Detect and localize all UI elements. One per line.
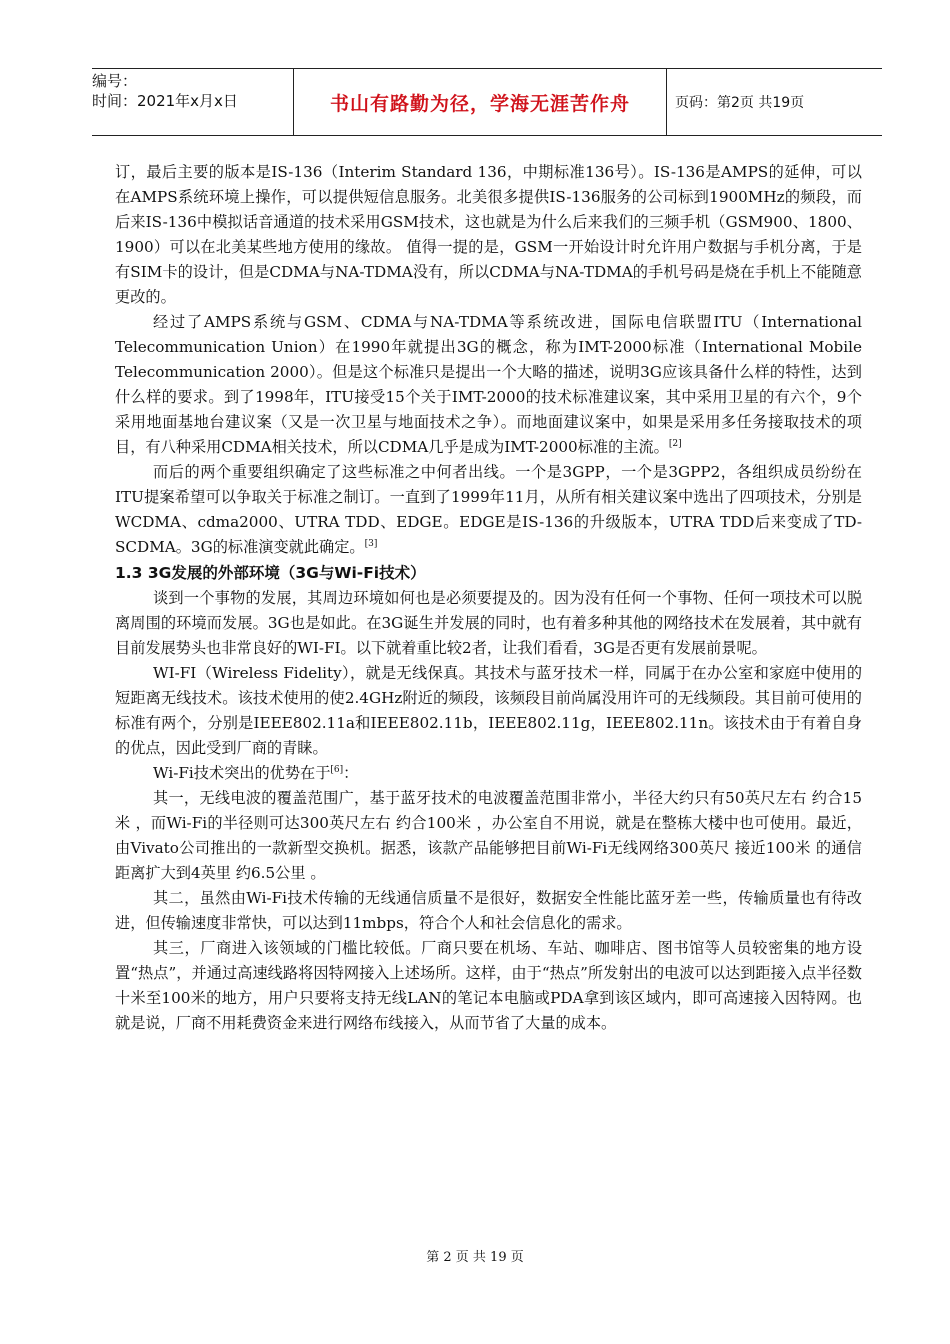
section-heading: 1.3 3G发展的外部环境（3G与Wi-Fi技术） [115,564,426,582]
citation-ref: [6] [330,764,344,775]
document-time-label: 时间：2021年x月x日 [92,92,238,110]
page-footer: 第 2 页 共 19 页 [426,1250,524,1265]
header-page-label: 页码：第2页 共19页 [675,95,805,111]
paragraph-9: 其三，厂商进入该领域的门槛比较低。厂商只要在机场、车站、咖啡店、图书馆等人员较密集的地方设置“热点”，并通过高速线路将因特网接入上述场所。这样，由于“热点”所发射出的电波可以达到距接入点半径数十米至100米的地方，用户只要将支持无线LAN的笔记本电脑或PDA拿到该区域内，即可高速接入因特网。也就是说，厂商不用耗费资金来进行网络布线接入，从而节省了大量的成本。 [115,939,862,1032]
paragraph-7: 其一，无线电波的覆盖范围广，基于蓝牙技术的电波覆盖范围非常小，半径大约只有50英尺左右 约合15米 ，而Wi-Fi的半径则可达300英尺左右 约合100米 ，办公室自不用说，就是在整栋大楼中也可使用。最近，由Vivato公司推出的一款新型交换机。据悉，该款产品能够把目前Wi-Fi无线网络300英尺 接近100米 的通信距离扩大到4英里 约6.5公里 。 [115,789,862,882]
document-number-label: 编号： [92,72,138,90]
paragraph-4: 谈到一个事物的发展，其周边环境如何也是必须要提及的。因为没有任何一个事物、任何一项技术可以脱离周围的环境而发展。3G也是如此。在3G诞生并发展的同时，也有着多种其他的网络技术在发展着，其中就有目前发展势头也非常良好的WI-FI。以下就着重比较2者，让我们看看，3G是否更有发展前景呢。 [115,589,862,657]
citation-ref: [2] [668,438,682,449]
paragraph-8: 其二，虽然由Wi-Fi技术传输的无线通信质量不是很好，数据安全性能比蓝牙差一些，传输质量也有待改进，但传输速度非常快，可以达到11mbps，符合个人和社会信息化的需求。 [115,889,862,932]
paragraph-5: WI-FI（Wireless Fidelity），就是无线保真。其技术与蓝牙技术一样，同属于在办公室和家庭中使用的短距离无线技术。该技术使用的使2.4GHz附近的频段，该频段目前尚属没用许可的无线频段。其目前可使用的标准有两个，分别是IEEE802.11a和IEEE802.11b，IEEE802.11g，IEEE802.11n。该技术由于有着自身的优点，因此受到厂商的青睐。 [115,664,862,757]
paragraph-6 [115,761,862,786]
citation-ref: [3] [364,538,378,549]
paragraph-3 [115,460,862,560]
header-meta [92,69,292,137]
document-body [115,160,862,1036]
paragraph-2-text: 经过了AMPS系统与GSM、CDMA与NA-TDMA等系统改进，国际电信联盟ITU（International Telecommunication Union）在1990年就提出3G的概念，称为IMT-2000标准（International Mobile Telecommunication 2000）。但是这个标准只是提出一个大略的描述，说明3G应该具备什么样的特性，达到什么样的要求。到了1998年，ITU接受15个关于IMT-2000的技术标准建议案，其中采用卫星的有六个，9个采用地面基地台建议案（又是一次卫星与地面技术之争）。而地面建议案中，如果是采用多任务接取技术的项目，有八种采用CDMA相关技术，所以CDMA几乎是成为IMT-2000标准的主流。 [115,313,862,456]
paragraph-3-text: 而后的两个重要组织确定了这些标准之中何者出线。一个是3GPP，一个是3GPP2，各组织成员纷纷在ITU提案希望可以争取关于标准之制订。一直到了1999年11月，从所有相关建议案中选出了四项技术，分别是WCDMA、cdma2000、UTRA TDD、EDGE。EDGE是IS-136的升级版本，UTRA TDD后来变成了TD-SCDMA。3G的标准演变就此确定。 [115,463,862,556]
page-header [92,68,882,136]
paragraph-6-end: ： [343,764,359,782]
paragraph-6-text: Wi-Fi技术突出的优势在于 [153,764,331,782]
paragraph-2 [115,310,862,460]
paragraph-1: 订，最后主要的版本是IS-136（Interim Standard 136，中期标准136号）。IS-136是AMPS的延伸，可以在AMPS系统环境上操作，可以提供短信息服务。北美很多提供IS-136服务的公司标到1900MHz的频段，而后来IS-136中模拟话音通道的技术采用GSM技术，这也就是为什么后来我们的三频手机（GSM900、1800、1900）可以在北美某些地方使用的缘故。 值得一提的是，GSM一开始设计时允许用户数据与手机分离，于是有SIM卡的设计，但是CDMA与NA-TDMA没有，所以CDMA与NA-TDMA的手机号码是烧在手机上不能随意更改的。 [115,163,862,306]
header-motto: 书山有路勤为径，学海无涯苦作舟 [293,69,667,135]
